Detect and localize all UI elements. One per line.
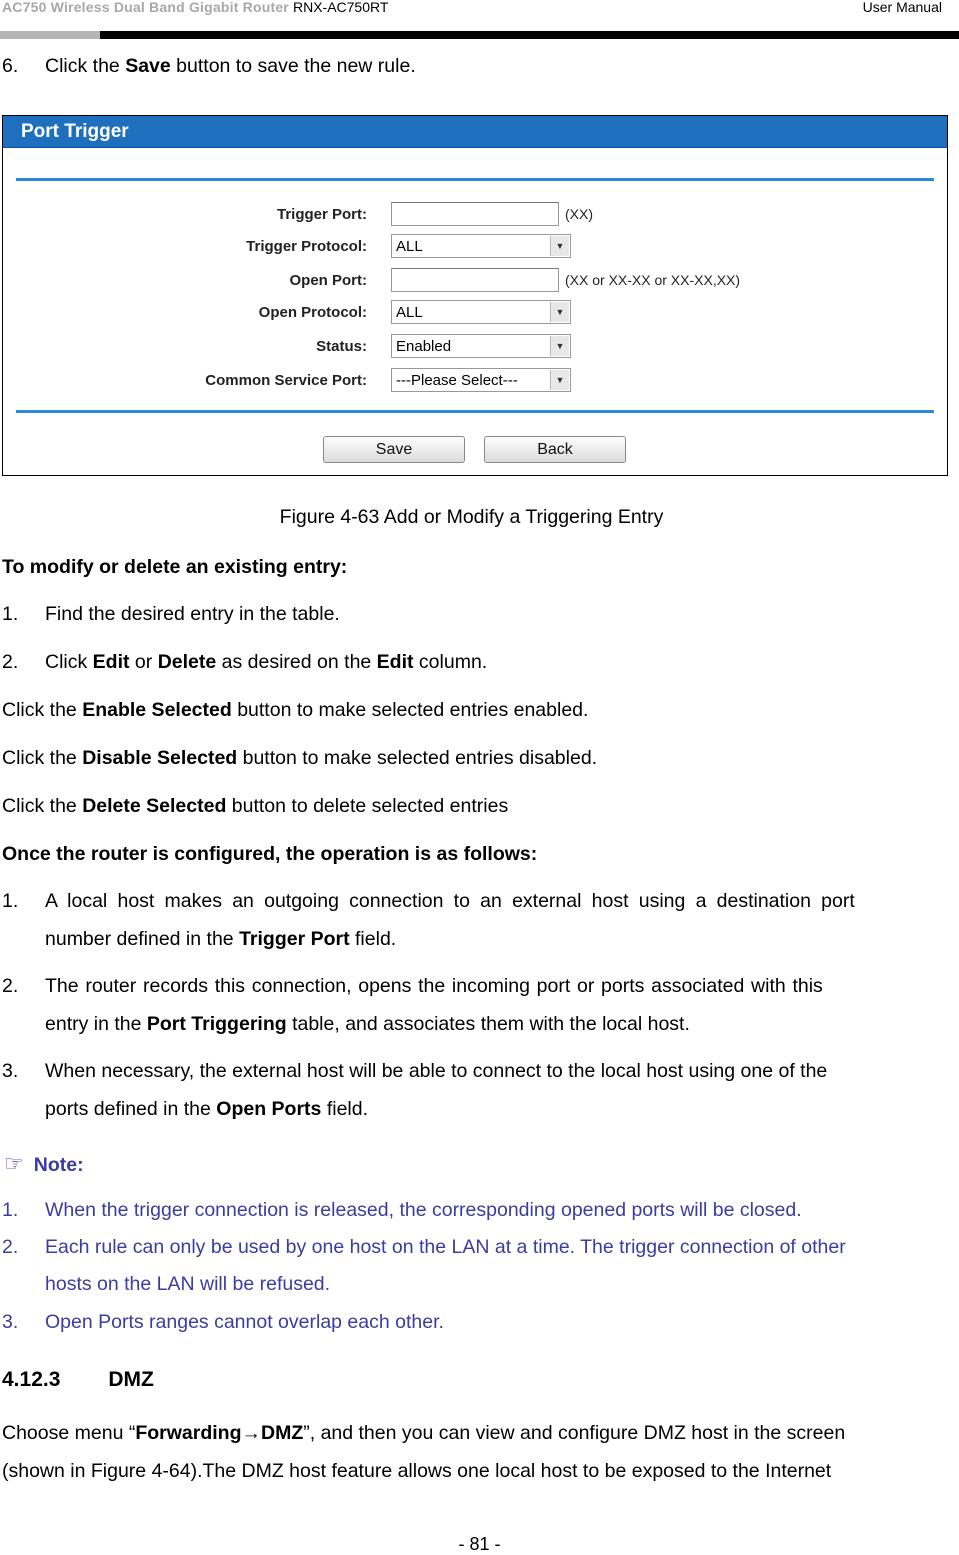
header-rule-gray	[0, 31, 100, 39]
trigger-protocol-label: Trigger Protocol:	[246, 238, 367, 255]
trigger-port-input[interactable]	[391, 202, 559, 226]
common-service-select[interactable]	[391, 368, 571, 392]
open-port-hint: (XX or XX-XX or XX-XX,XX)	[565, 272, 741, 288]
open-port-input[interactable]	[391, 268, 559, 292]
panel-divider-top	[16, 178, 934, 181]
model-name: RNX-AC750RT	[292, 0, 389, 15]
modify-step-2: 2. Click Edit or Delete as desired on the Edit column.	[2, 651, 488, 673]
note-2-line2: hosts on the LAN will be refused.	[45, 1273, 331, 1295]
operation-1-line2: number defined in the Trigger Port field.	[45, 928, 397, 950]
open-port-label: Open Port:	[289, 272, 367, 289]
open-protocol-value: ALL	[396, 304, 423, 321]
disable-selected-text: Click the Disable Selected button to make selected entries disabled.	[2, 747, 598, 769]
modify-heading: To modify or delete an existing entry:	[2, 556, 348, 578]
panel-divider-bottom	[16, 410, 934, 413]
product-name: AC750 Wireless Dual Band Gigabit Router	[2, 0, 289, 15]
status-select[interactable]	[391, 334, 571, 358]
section-heading	[2, 1368, 154, 1392]
chevron-down-icon[interactable]: ▼	[550, 236, 569, 256]
enable-selected-text: Click the Enable Selected button to make selected entries enabled.	[2, 699, 589, 721]
open-protocol-select[interactable]	[391, 300, 571, 324]
chevron-down-icon[interactable]: ▼	[550, 370, 569, 390]
panel-title: Port Trigger	[3, 116, 947, 148]
trigger-port-label: Trigger Port:	[276, 206, 367, 223]
dmz-line2: (shown in Figure 4-64).The DMZ host feature allows one local host to be exposed to the Internet	[2, 1460, 832, 1482]
step-6: 6. Click the Save button to save the new rule.	[2, 55, 416, 77]
open-protocol-label: Open Protocol:	[258, 304, 367, 321]
dmz-line1: Choose menu “Forwarding→DMZ”, and then you can view and configure DMZ host in the screen	[2, 1422, 846, 1444]
header-manual: User Manual	[862, 0, 942, 15]
save-button[interactable]: Save	[323, 436, 465, 463]
status-value: Enabled	[396, 338, 452, 355]
back-button[interactable]: Back	[484, 436, 626, 463]
operation-2-line2: entry in the Port Triggering table, and associates them with the local host.	[45, 1013, 690, 1035]
note-3: 3. Open Ports ranges cannot overlap each other.	[2, 1311, 444, 1333]
status-label: Status:	[316, 338, 367, 355]
delete-selected-text: Click the Delete Selected button to delete selected entries	[2, 795, 509, 817]
common-service-label: Common Service Port:	[205, 372, 367, 389]
page-number: - 81 -	[458, 1534, 501, 1554]
note-1: 1. When the trigger connection is released, the corresponding opened ports will be closed.	[2, 1199, 802, 1221]
page-header	[0, 0, 959, 40]
operation-1-line1: 1. A local host makes an outgoing connection to an external host using a destination port	[2, 890, 855, 912]
trigger-port-row	[3, 202, 947, 228]
figure-caption: Figure 4-63 Add or Modify a Triggering Entry	[279, 506, 664, 528]
pointing-hand-icon: ☞	[4, 1151, 24, 1176]
header-rule-black	[100, 31, 959, 39]
trigger-protocol-row	[3, 234, 947, 260]
common-service-row	[3, 368, 947, 394]
open-protocol-row	[3, 300, 947, 326]
operation-2-line1: 2. The router records this connection, opens the incoming port or ports associated with this	[2, 975, 823, 997]
trigger-protocol-select[interactable]	[391, 234, 571, 258]
section-number: 4.12.3	[2, 1368, 61, 1391]
chevron-down-icon[interactable]: ▼	[550, 302, 569, 322]
header-product	[2, 0, 388, 15]
open-port-row	[3, 268, 947, 294]
note-heading: ☞ Note:	[4, 1151, 84, 1176]
port-trigger-panel	[2, 115, 948, 476]
status-row	[3, 334, 947, 360]
operation-3-line2: ports defined in the Open Ports field.	[45, 1098, 369, 1120]
trigger-port-hint: (XX)	[565, 206, 593, 222]
section-title: DMZ	[108, 1368, 154, 1391]
operation-3-line1: 3. When necessary, the external host will be able to connect to the local host using one of the	[2, 1060, 828, 1082]
chevron-down-icon[interactable]: ▼	[550, 336, 569, 356]
trigger-protocol-value: ALL	[396, 238, 423, 255]
operation-heading: Once the router is configured, the operation is as follows:	[2, 843, 538, 865]
note-2-line1: 2. Each rule can only be used by one host on the LAN at a time. The trigger connection of other	[2, 1236, 846, 1258]
modify-step-1: 1. Find the desired entry in the table.	[2, 603, 340, 625]
common-service-value: ---Please Select---	[396, 372, 518, 389]
